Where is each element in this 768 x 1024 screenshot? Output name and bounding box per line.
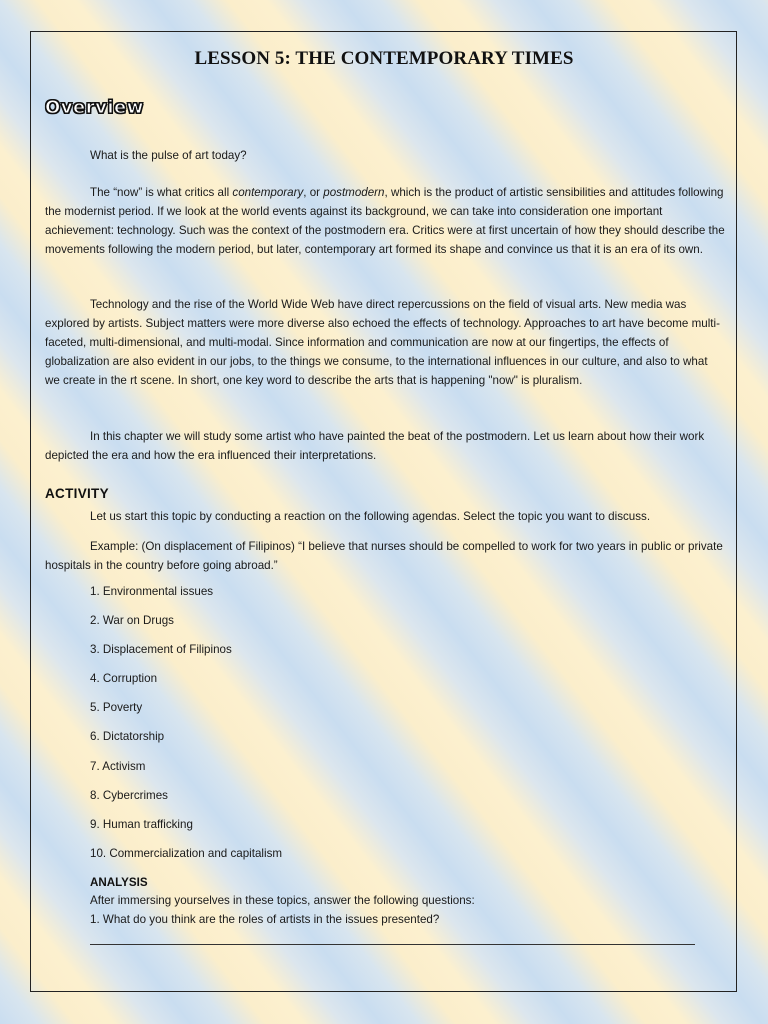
paragraph1-text-a: The “now” is what critics all xyxy=(90,186,233,199)
paragraph-technology: Technology and the rise of the World Wide Web have direct repercussions on the field of visual arts. New media was explored by artists. Subject matters were more diverse also echoed the effects of technology. Approaches to art have become multi-faceted, multi-dimensional, and multi-modal. Since information and communication are now at our fingertips, the effects of globalization are also evident in our jobs, to the things we consume, to the international influences in our culture, and also to what we create in the rt scene. In short, one key word to describe the arts that is happening "now" is pluralism. xyxy=(45,298,720,387)
activity-example: Example: (On displacement of Filipinos) “I believe that nurses should be compelled to work for two years in public or private hospitals in the country before going abroad.” xyxy=(45,540,723,572)
paragraph-contemporary xyxy=(45,183,725,259)
topic-item: 3. Displacement of Filipinos xyxy=(90,643,232,656)
analysis-heading: ANALYSIS xyxy=(90,876,148,889)
paragraph1-text-b: , or xyxy=(303,186,324,199)
topic-item: 6. Dictatorship xyxy=(90,730,165,743)
topic-item: 9. Human trafficking xyxy=(90,818,193,831)
analysis-question: 1. What do you think are the roles of artists in the issues presented? xyxy=(90,913,440,926)
term-postmodern: postmodern xyxy=(323,186,385,199)
paragraph-chapter: In this chapter we will study some artist who have painted the beat of the postmodern. Let us learn about how their work depicted the era and how the era influenced their interpretations. xyxy=(45,430,705,462)
activity-heading: ACTIVITY xyxy=(45,486,109,501)
activity-intro: Let us start this topic by conducting a reaction on the following agendas. Select the topic you want to discuss. xyxy=(90,510,651,523)
topic-item: 7. Activism xyxy=(90,760,146,773)
intro-question: What is the pulse of art today? xyxy=(90,149,247,162)
topic-item: 4. Corruption xyxy=(90,672,158,685)
topic-item: 2. War on Drugs xyxy=(90,614,174,627)
paragraph1-text-c: , which is the product of artistic sensibilities and attitudes following the modernist period. If we look at the world events against its background, we can take into consideration one important achievement: technology. Such was the context of the postmodern era. Critics were at first uncertain of how they should describe the movements following the modern period, but later, contemporary art formed its shape and convince us that it is an era of its own. xyxy=(45,186,725,256)
overview-heading: Overview xyxy=(45,97,144,118)
topic-item: 8. Cybercrimes xyxy=(90,789,168,802)
topic-item: 5. Poverty xyxy=(90,701,143,714)
answer-line[interactable] xyxy=(90,944,695,945)
analysis-intro: After immersing yourselves in these topics, answer the following questions: xyxy=(90,894,475,907)
topic-item: 10. Commercialization and capitalism xyxy=(90,847,283,860)
term-contemporary: contemporary xyxy=(232,186,304,199)
topic-item: 1. Environmental issues xyxy=(90,585,214,598)
lesson-title: LESSON 5: THE CONTEMPORARY TIMES xyxy=(194,48,574,69)
